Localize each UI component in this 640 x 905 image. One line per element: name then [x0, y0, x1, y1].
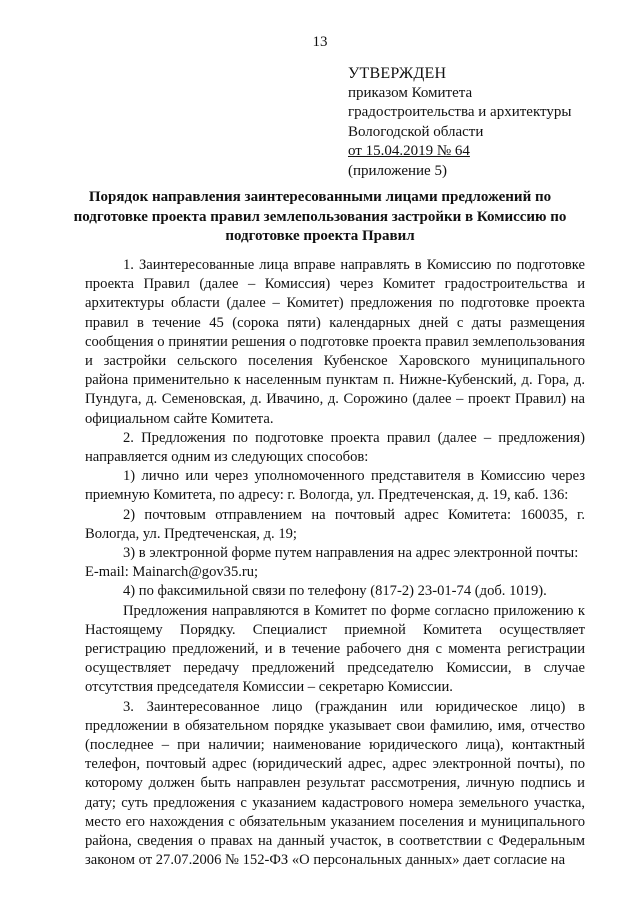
- paragraph-2-note: Предложения направляются в Комитет по форме согласно приложению к Настоящему Порядку. Специалист приемной Комитета осуществляет регистрацию предложений, и в течение рабочего дня с момента регистрации осуществляет передачу предложений председателю Комиссии, в случае отсутствия председателя Комиссии – секретарю Комиссии.: [85, 602, 585, 696]
- paragraph-2: 2. Предложения по подготовке проекта правил (далее – предложения) направляется одним из следующих способов:: [85, 429, 585, 466]
- title-line-1: Порядок направления заинтересованными лицами предложений по: [88, 189, 552, 205]
- approval-order-date: от 15.04.2019 № 64: [348, 143, 470, 159]
- approval-line-3: Вологодской области: [348, 123, 484, 140]
- paragraph-3: 3. Заинтересованное лицо (гражданин или юридическое лицо) в предложении в обязательном порядке указывает свои фамилию, имя, отчество (последнее – при наличии; наименование юридического лица), контактный телефон, почтовый адрес (юридический адрес, адрес электронной почты), по которому должен быть направлен результат рассмотрения, личную подпись и дату; суть предложения с указанием кадастрового номера земельного участка, место его нахождения с обязательным указанием поселения и муниципального района, сведения о правах на данный участок, в соответствии с Федеральным законом от 27.07.2006 № 152-ФЗ «О персональных данных» дает согласие на: [85, 698, 585, 869]
- document-body: [85, 256, 585, 871]
- paragraph-1: 1. Заинтересованные лица вправе направлять в Комиссию по подготовке проекта Правил (далее – Комиссия) через Комитет градостроительства и архитектуры области (далее – Комитет) предложения по подготовке проекта правил в течение 45 (сорока пяти) календарных дней с даты размещения сообщения о принятии решения о подготовке проекта правил землепользования и застройки сельского поселения Кубенское Харовского муниципального района применительно к населенным пунктам п. Нижне-Кубенский, д. Гора, д. Пундуга, д. Семеновская, д. Ивачино, д. Сорожино (далее – проект Правил) на официальном сайте Комитета.: [85, 257, 585, 427]
- approval-annex: (приложение 5): [348, 162, 447, 179]
- list-item-1: 1) лично или через уполномоченного представителя в Комиссию через приемную Комитета, по адресу: г. Вологда, ул. Предтеченская, д. 19, каб. 136:: [85, 468, 585, 504]
- list-item-4: 4) по факсимильной связи по телефону (817-2) 23-01-74 (доб. 1019).: [123, 583, 547, 600]
- approval-line-1: приказом Комитета: [348, 84, 473, 101]
- title-line-3: подготовке проекта Правил: [225, 228, 415, 244]
- approval-line-2: градостроительства и архитектуры: [348, 104, 572, 120]
- email-line: E-mail: Mainarch@gov35.ru;: [85, 564, 259, 581]
- title-line-2: подготовке проекта правил землепользования застройки в Комиссию по: [73, 208, 567, 225]
- page-number: 13: [312, 34, 328, 50]
- list-item-2: 2) почтовым отправлением на почтовый адрес Комитета: 160035, г. Вологда, ул. Предтеченская, д. 19;: [85, 506, 585, 542]
- document-title: [60, 188, 580, 247]
- list-item-3: 3) в электронной форме путем направления на адрес электронной почты:: [123, 545, 579, 562]
- approval-stamp: [348, 64, 571, 181]
- approval-heading: УТВЕРЖДЕН: [348, 65, 447, 82]
